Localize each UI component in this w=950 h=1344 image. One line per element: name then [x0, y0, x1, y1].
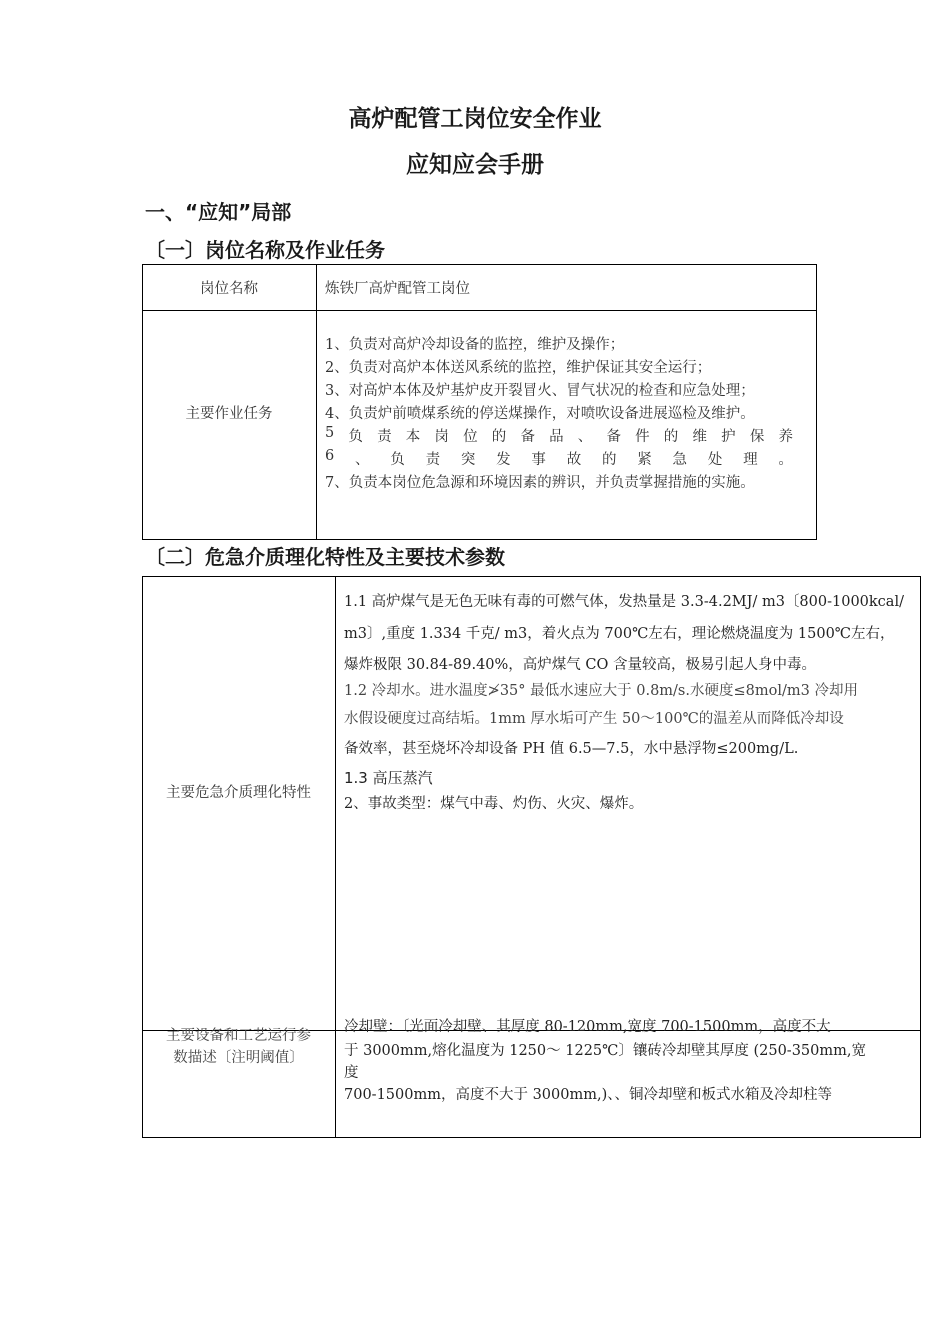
table-border	[816, 264, 817, 540]
task-char: 的	[601, 452, 617, 468]
task-char: 紧	[637, 452, 652, 468]
subsection-heading-1: 〔一〕岗位名称及作业任务	[145, 238, 385, 262]
hazard-text-line: 水假设硬度过高结垢。1mm 厚水垢可产生 50～100℃的温差从而降低冷却设	[344, 711, 844, 727]
task-item-6	[325, 448, 793, 469]
table-border	[335, 576, 336, 1138]
hazard-properties-label: 主要危急介质理化特性	[166, 785, 311, 801]
accident-types-line: 2、事故类型：煤气中毒、灼伤、火灾、爆炸。	[344, 796, 644, 812]
task-char: 、	[355, 452, 370, 468]
task-char: 突	[460, 452, 476, 468]
equipment-params-label: 数描述〔注明阈值〕	[173, 1050, 304, 1066]
task-char: 维	[692, 429, 707, 445]
table-border	[142, 264, 817, 265]
hazard-text-line: 爆炸极限 30.84-89.40%，高炉煤气 CO 含量较高，极易引起人身中毒。	[344, 657, 817, 673]
task-char: 故	[566, 452, 582, 468]
task-char: 本	[405, 429, 421, 445]
section-heading-1: 一、“应知”局部	[145, 200, 292, 224]
task-char: 备	[520, 429, 535, 445]
task-char: 护	[721, 429, 736, 445]
hazard-text-line: m3〕,重度 1.334 千克/ m3，着火点为 700℃左右，理论燃烧温度为 1500℃左右，	[344, 626, 895, 642]
task-char: 养	[778, 429, 793, 445]
equipment-text-line: 度	[344, 1065, 359, 1081]
task-char: 岗	[434, 429, 449, 445]
task-item: 2、负责对高炉本体送风系统的监控，维护保证其安全运行；	[325, 360, 712, 376]
task-char: 负	[390, 452, 405, 468]
job-name-value: 炼铁厂高炉配管工岗位	[325, 281, 470, 297]
task-char: 5	[325, 425, 335, 441]
task-item: 7、负责本岗位危急源和环境因素的辨识，并负责掌握措施的实施。	[325, 475, 755, 491]
table-border	[920, 576, 921, 1138]
table-border	[142, 539, 817, 540]
task-item: 1、负责对高炉冷却设备的监控，维护及操作；	[325, 337, 625, 353]
task-char: 理	[743, 452, 758, 468]
task-char: 发	[496, 452, 511, 468]
table-border	[142, 1137, 921, 1138]
task-char: 负	[348, 429, 363, 445]
task-char: 责	[377, 429, 392, 445]
hazard-text-line: 1.1 高炉煤气是无色无味有毒的可燃气体，发热量是 3.3-4.2MJ/ m3〔800-1000kcal/	[344, 594, 904, 610]
task-item: 3、对高炉本体及炉基炉皮开裂冒火、冒气状况的检查和应急处理；	[325, 383, 755, 399]
subsection-heading-2: 〔二〕危急介质理化特性及主要技术参数	[145, 545, 505, 569]
equipment-params-label: 主要设备和工艺运行参	[166, 1028, 311, 1044]
task-item: 4、负责炉前喷煤系统的停送煤操作，对喷吹设备进展巡检及维护。	[325, 406, 755, 422]
task-char: 保	[749, 429, 765, 445]
table-border	[142, 310, 817, 311]
task-char: 的	[663, 429, 679, 445]
task-item-5	[325, 425, 793, 446]
equipment-text-line: 冷却壁：〔光面冷却壁、其厚度 80-120mm,宽度 700-1500mm，高度不大	[344, 1019, 831, 1035]
task-char: 急	[672, 452, 688, 468]
task-char: 备	[606, 429, 621, 445]
task-char: 件	[635, 429, 650, 445]
document-subtitle: 应知应会手册	[406, 152, 544, 178]
task-char: 的	[491, 429, 507, 445]
job-name-label: 岗位名称	[200, 281, 258, 297]
table-border	[142, 576, 921, 577]
hazard-text-line: 备效率，甚至烧坏冷却设备 PH 值 6.5—7.5，水中悬浮物≤200mg/L.	[344, 741, 799, 757]
hazard-text-line: 1.3 高压蒸汽	[344, 769, 433, 787]
task-char: 。	[778, 452, 793, 468]
task-char: 事	[531, 452, 546, 468]
task-char: 位	[463, 429, 478, 445]
hazard-text-line: 1.2 冷却水。进水温度≯35° 最低水速应大于 0.8m/s.水硬度≤8mol/m3 冷却用	[344, 683, 858, 699]
task-char: 责	[425, 452, 441, 468]
equipment-text-line: 700-1500mm，高度不大于 3000mm,)、、铜冷却壁和板式水箱及冷却柱等	[344, 1087, 832, 1103]
main-tasks-label: 主要作业任务	[185, 406, 273, 422]
table-border	[316, 264, 317, 540]
document-title: 高炉配管工岗位安全作业	[348, 106, 602, 132]
task-char: 处	[707, 452, 723, 468]
task-char: 、	[577, 429, 593, 445]
task-char: 品	[549, 429, 564, 445]
task-char: 6	[325, 448, 335, 464]
equipment-text-line: 于 3000mm,熔化温度为 1250～ 1225℃〕镶砖冷却壁其厚度 (250-350mm,宽	[344, 1043, 866, 1059]
